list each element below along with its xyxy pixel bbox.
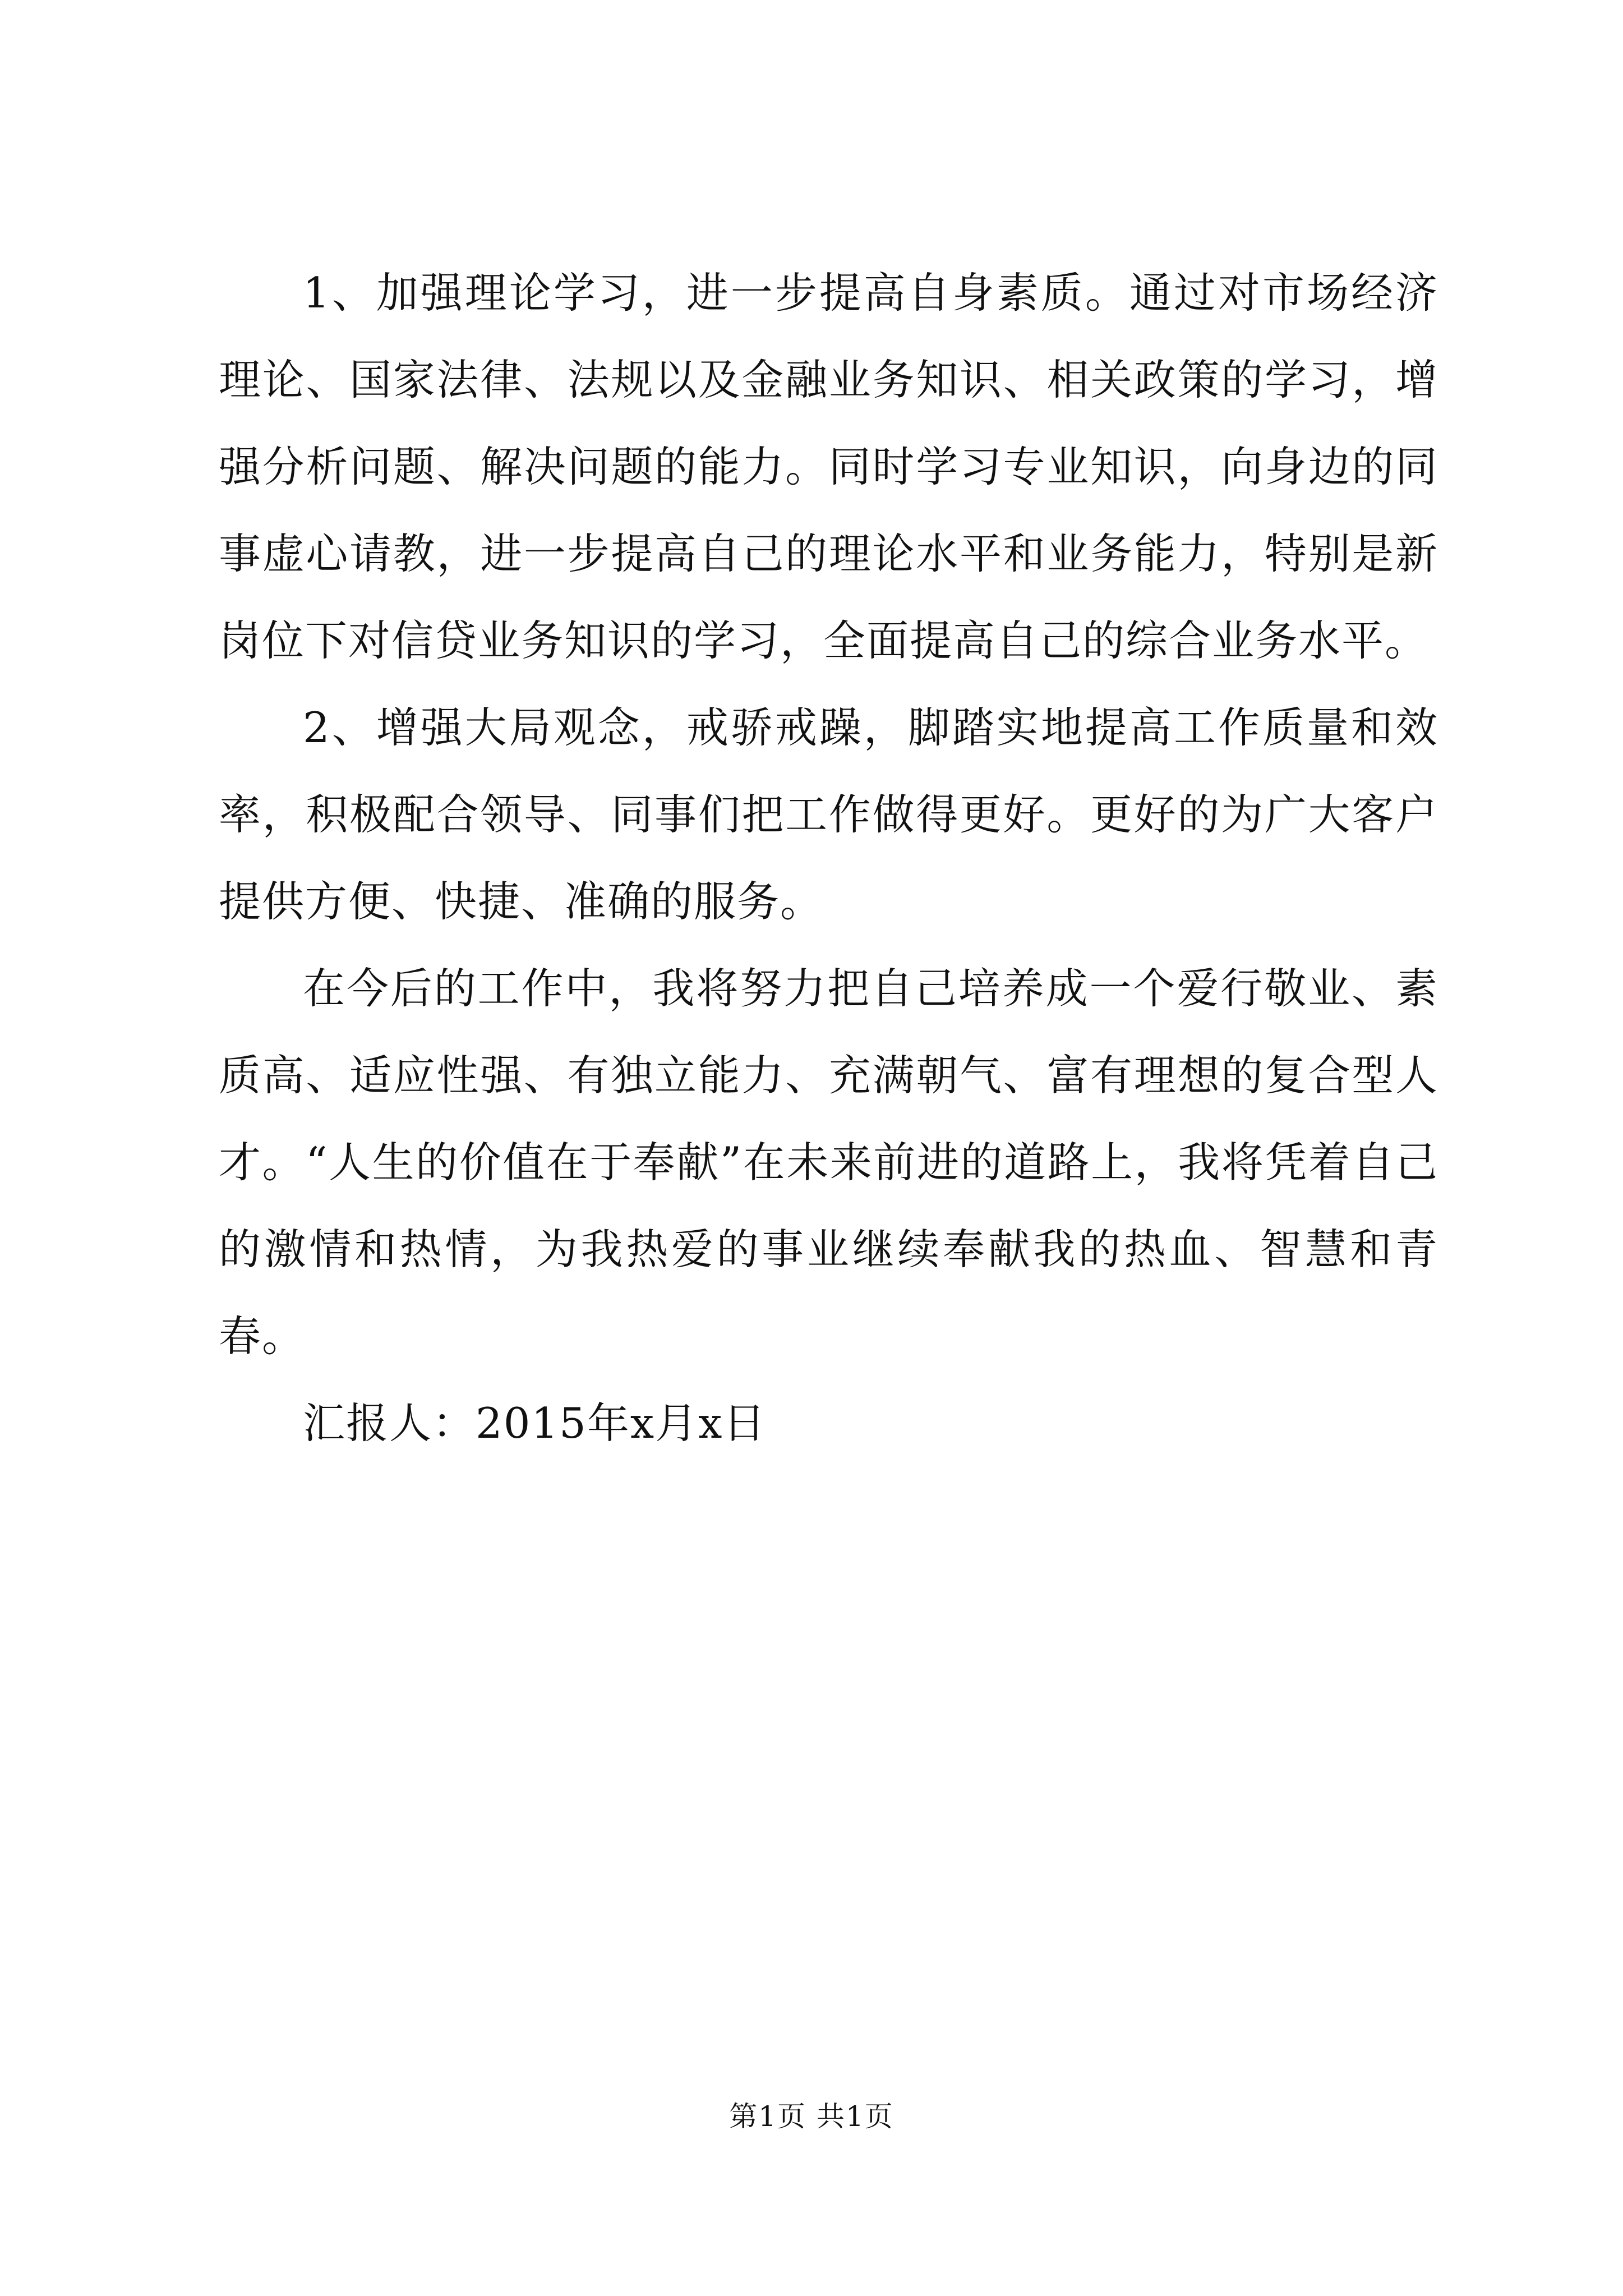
page-footer [0, 2097, 1623, 2136]
document-body [219, 250, 1438, 1467]
page-number: 第1页 共1页 [729, 2100, 894, 2133]
paragraph-future-work: 在今后的工作中，我将努力把自己培养成一个爱行敬业、素质高、适应性强、有独立能力、充满朝气、富有理想的复合型人才。“人生的价值在于奉献”在未来前进的道路上，我将凭着自己的激情和热情，为我热爱的事业继续奉献我的热血、智慧和青春。 [219, 964, 1438, 1361]
paragraph-study: 1、加强理论学习，进一步提高自身素质。通过对市场经济理论、国家法律、法规以及金融业务知识、相关政策的学习，增强分析问题、解决问题的能力。同时学习专业知识，向身边的同事虚心请教，进一步提高自己的理论水平和业务能力，特别是新岗位下对信贷业务知识的学习，全面提高自己的综合业务水平。 [219, 268, 1438, 665]
paragraph-overall-view: 2、增强大局观念，戒骄戒躁，脚踏实地提高工作质量和效率，积极配合领导、同事们把工作做得更好。更好的为广大客户提供方便、快捷、准确的服务。 [219, 703, 1438, 926]
signature-line: 汇报人：2015年x月x日 [303, 1398, 767, 1448]
